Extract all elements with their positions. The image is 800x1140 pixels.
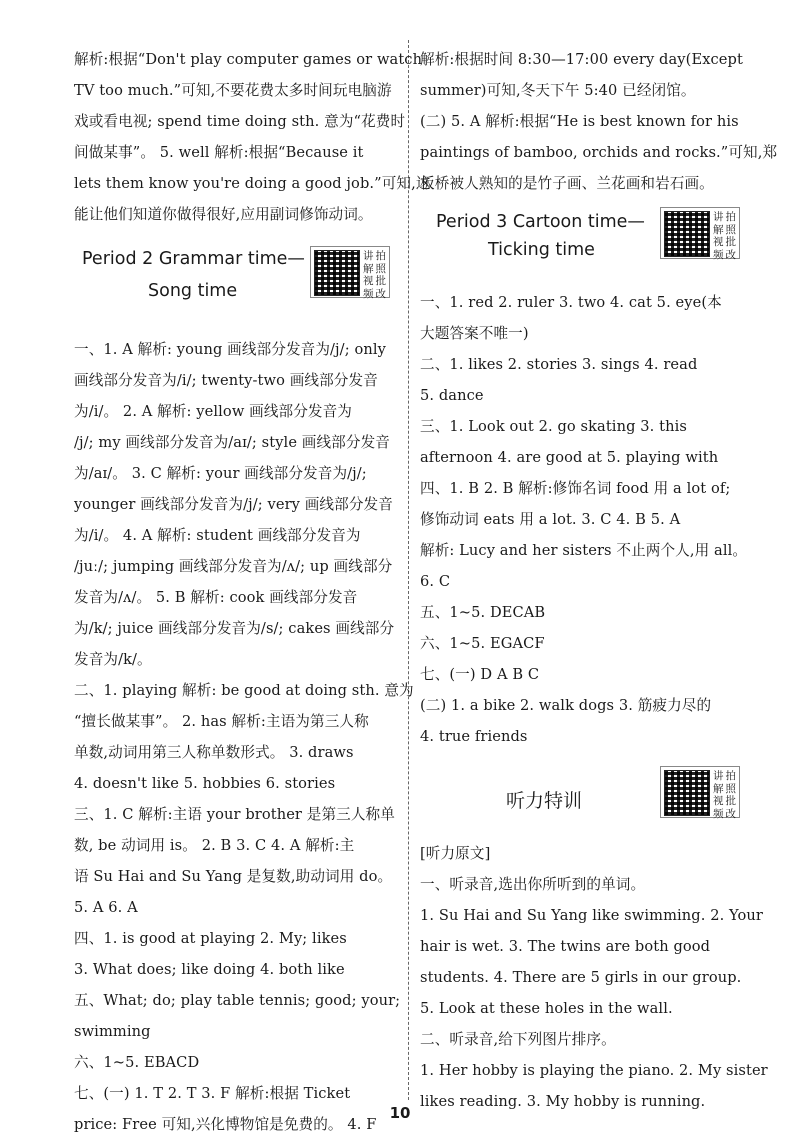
text-line: 1. Su Hai and Su Yang like swimming. 2. Your xyxy=(420,907,763,924)
text-line: 为/aɪ/。 3. C 解析: your 画线部分发音为/j/; xyxy=(74,465,367,482)
text-line: 1. Her hobby is playing the piano. 2. My sister xyxy=(420,1062,768,1079)
heading-line: Period 3 Cartoon time— xyxy=(436,212,645,232)
text-line: hair is wet. 3. The twins are both good xyxy=(420,938,711,955)
text-line: 六、1~5. EGACF xyxy=(420,635,545,652)
qr-label xyxy=(713,770,736,820)
text-line: 四、1. B 2. B 解析:修饰名词 food 用 a lot of; xyxy=(420,480,731,497)
qr-char: 改 xyxy=(375,287,386,300)
text-line: swimming xyxy=(74,1023,151,1040)
qr-char: 拍 xyxy=(375,250,386,262)
heading-line: Period 2 Grammar time— xyxy=(82,249,305,269)
text-line: 板桥被人熟知的是竹子画、兰花画和岩石画。 xyxy=(420,175,714,192)
text-line: 发音为/ʌ/。 5. B 解析: cook 画线部分发音 xyxy=(74,589,358,606)
qr-label xyxy=(363,250,386,300)
text-line: 五、What; do; play table tennis; good; your; xyxy=(74,992,401,1009)
qr-char: 讲 xyxy=(713,211,724,223)
text-line: (二) 5. A 解析:根据“He is best known for his xyxy=(420,113,739,130)
text-line: summer)可知,冬天下午 5:40 已经闭馆。 xyxy=(420,82,696,99)
text-line: 语 Su Hai and Su Yang 是复数,助动词用 do。 xyxy=(74,868,393,885)
text-line: 3. What does; like doing 4. both like xyxy=(74,961,345,978)
text-line: 一、1. red 2. ruler 3. two 4. cat 5. eye(本 xyxy=(420,294,722,311)
qr-char: 批 xyxy=(725,236,736,248)
text-line: 二、听录音,给下列图片排序。 xyxy=(420,1031,616,1048)
text-line: 为/k/; juice 画线部分发音为/s/; cakes 画线部分 xyxy=(74,620,395,637)
text-line: 6. C xyxy=(420,573,451,590)
text-line: 四、1. is good at playing 2. My; likes xyxy=(74,930,347,947)
qr-char: 视 xyxy=(713,795,724,807)
qr-char: 批 xyxy=(375,275,386,287)
text-line: likes reading. 3. My hobby is running. xyxy=(420,1093,706,1110)
text-line: 五、1~5. DECAB xyxy=(420,604,546,621)
text-line: “擅长做某事”。 2. has 解析:主语为第三人称 xyxy=(74,713,369,730)
qr-char: 改 xyxy=(725,807,736,820)
text-line: (二) 1. a bike 2. walk dogs 3. 筋疲力尽的 xyxy=(420,697,712,714)
right-answers xyxy=(420,287,748,752)
qr-char: 视 xyxy=(363,275,374,287)
text-line: 数, be 动词用 is。 2. B 3. C 4. A 解析:主 xyxy=(74,837,355,854)
text-line: younger 画线部分发音为/j/; very 画线部分发音 xyxy=(74,496,393,513)
text-line: 4. doesn't like 5. hobbies 6. stories xyxy=(74,775,336,792)
qr-code[interactable] xyxy=(660,766,740,818)
text-line: 一、听录音,选出你所听到的单词。 xyxy=(420,876,646,893)
period-2-heading xyxy=(74,238,398,330)
listening-text xyxy=(420,838,768,1117)
text-line: 发音为/k/。 xyxy=(74,651,152,668)
qr-char: 讲 xyxy=(713,770,724,782)
qr-char: 照 xyxy=(725,782,736,795)
heading-line: Song time xyxy=(148,281,238,301)
qr-code-icon xyxy=(664,770,710,816)
qr-code-icon xyxy=(314,250,360,296)
section-title: 听力特训 xyxy=(506,790,583,812)
text-line: 三、1. Look out 2. go skating 3. this xyxy=(420,418,687,435)
qr-char: 讲 xyxy=(363,250,374,262)
period-3-heading xyxy=(420,207,748,283)
text-line: 解析:根据时间 8:30—17:00 every day(Except xyxy=(420,51,743,68)
qr-char: 解 xyxy=(713,223,724,236)
right-column xyxy=(420,44,778,1117)
text-line: 画线部分发音为/i/; twenty-two 画线部分发音 xyxy=(74,372,378,389)
qr-char: 频 xyxy=(363,287,374,300)
text-line: 戏或看电视; spend time doing sth. 意为“花费时 xyxy=(74,113,406,130)
text-line: 为/i/。 2. A 解析: yellow 画线部分发音为 xyxy=(74,403,353,420)
qr-char: 拍 xyxy=(725,211,736,223)
text-line: 二、1. playing 解析: be good at doing sth. 意为 xyxy=(74,682,414,699)
qr-char: 解 xyxy=(363,262,374,275)
text-line: 单数,动词用第三人称单数形式。 3. draws xyxy=(74,744,354,761)
text-line: students. 4. There are 5 girls in our group. xyxy=(420,969,742,986)
qr-char: 解 xyxy=(713,782,724,795)
column-divider xyxy=(408,40,409,1100)
qr-code-icon xyxy=(664,211,710,257)
text-line: price: Free 可知,兴化博物馆是免费的。 4. F xyxy=(74,1116,377,1133)
text-line: 间做某事”。 5. well 解析:根据“Because it xyxy=(74,144,364,161)
text-line: 解析:根据“Don't play computer games or watch xyxy=(74,51,423,68)
listening-heading xyxy=(420,764,748,834)
text-line: 修饰动词 eats 用 a lot. 3. C 4. B 5. A xyxy=(420,511,681,528)
text-line: 解析: Lucy and her sisters 不止两个人,用 all。 xyxy=(420,542,748,559)
text-line: 二、1. likes 2. stories 3. sings 4. read xyxy=(420,356,698,373)
qr-char: 视 xyxy=(713,236,724,248)
text-line: 大题答案不唯一) xyxy=(420,325,529,342)
text-line: /j/; my 画线部分发音为/aɪ/; style 画线部分发音 xyxy=(74,434,390,451)
text-line: 5. dance xyxy=(420,387,484,404)
text-line: TV too much.”可知,不要花费太多时间玩电脑游 xyxy=(74,82,392,99)
text-line: 5. A 6. A xyxy=(74,899,138,916)
text-line: /juː/; jumping 画线部分发音为/ʌ/; up 画线部分 xyxy=(74,558,393,575)
qr-char: 拍 xyxy=(725,770,736,782)
text-line: [听力原文] xyxy=(420,845,491,862)
text-line: afternoon 4. are good at 5. playing with xyxy=(420,449,719,466)
qr-char: 照 xyxy=(725,223,736,236)
text-line: 5. Look at these holes in the wall. xyxy=(420,1000,673,1017)
text-line: 4. true friends xyxy=(420,728,528,745)
page-number: 10 xyxy=(389,1104,411,1122)
text-line: lets them know you're doing a good job.”可知,这 xyxy=(74,175,431,192)
text-line: 为/i/。 4. A 解析: student 画线部分发音为 xyxy=(74,527,361,544)
text-line: 三、1. C 解析:主语 your brother 是第三人称单 xyxy=(74,806,395,823)
qr-code[interactable] xyxy=(660,207,740,259)
text-line: 七、(一) 1. T 2. T 3. F 解析:根据 Ticket xyxy=(74,1085,351,1102)
text-line: paintings of bamboo, orchids and rocks.”可知,郑 xyxy=(420,144,778,161)
heading-line: Ticking time xyxy=(488,240,595,260)
qr-char: 改 xyxy=(725,248,736,261)
text-line: 能让他们知道你做得很好,应用副词修饰动词。 xyxy=(74,206,373,223)
text-line: 七、(一) D A B C xyxy=(420,666,540,683)
qr-char: 频 xyxy=(713,248,724,261)
qr-code[interactable] xyxy=(310,246,390,298)
qr-char: 批 xyxy=(725,795,736,807)
text-line: 六、1~5. EBACD xyxy=(74,1054,200,1071)
qr-char: 照 xyxy=(375,262,386,275)
qr-label xyxy=(713,211,736,261)
text-line: 一、1. A 解析: young 画线部分发音为/j/; only xyxy=(74,341,386,358)
qr-char: 频 xyxy=(713,807,724,820)
